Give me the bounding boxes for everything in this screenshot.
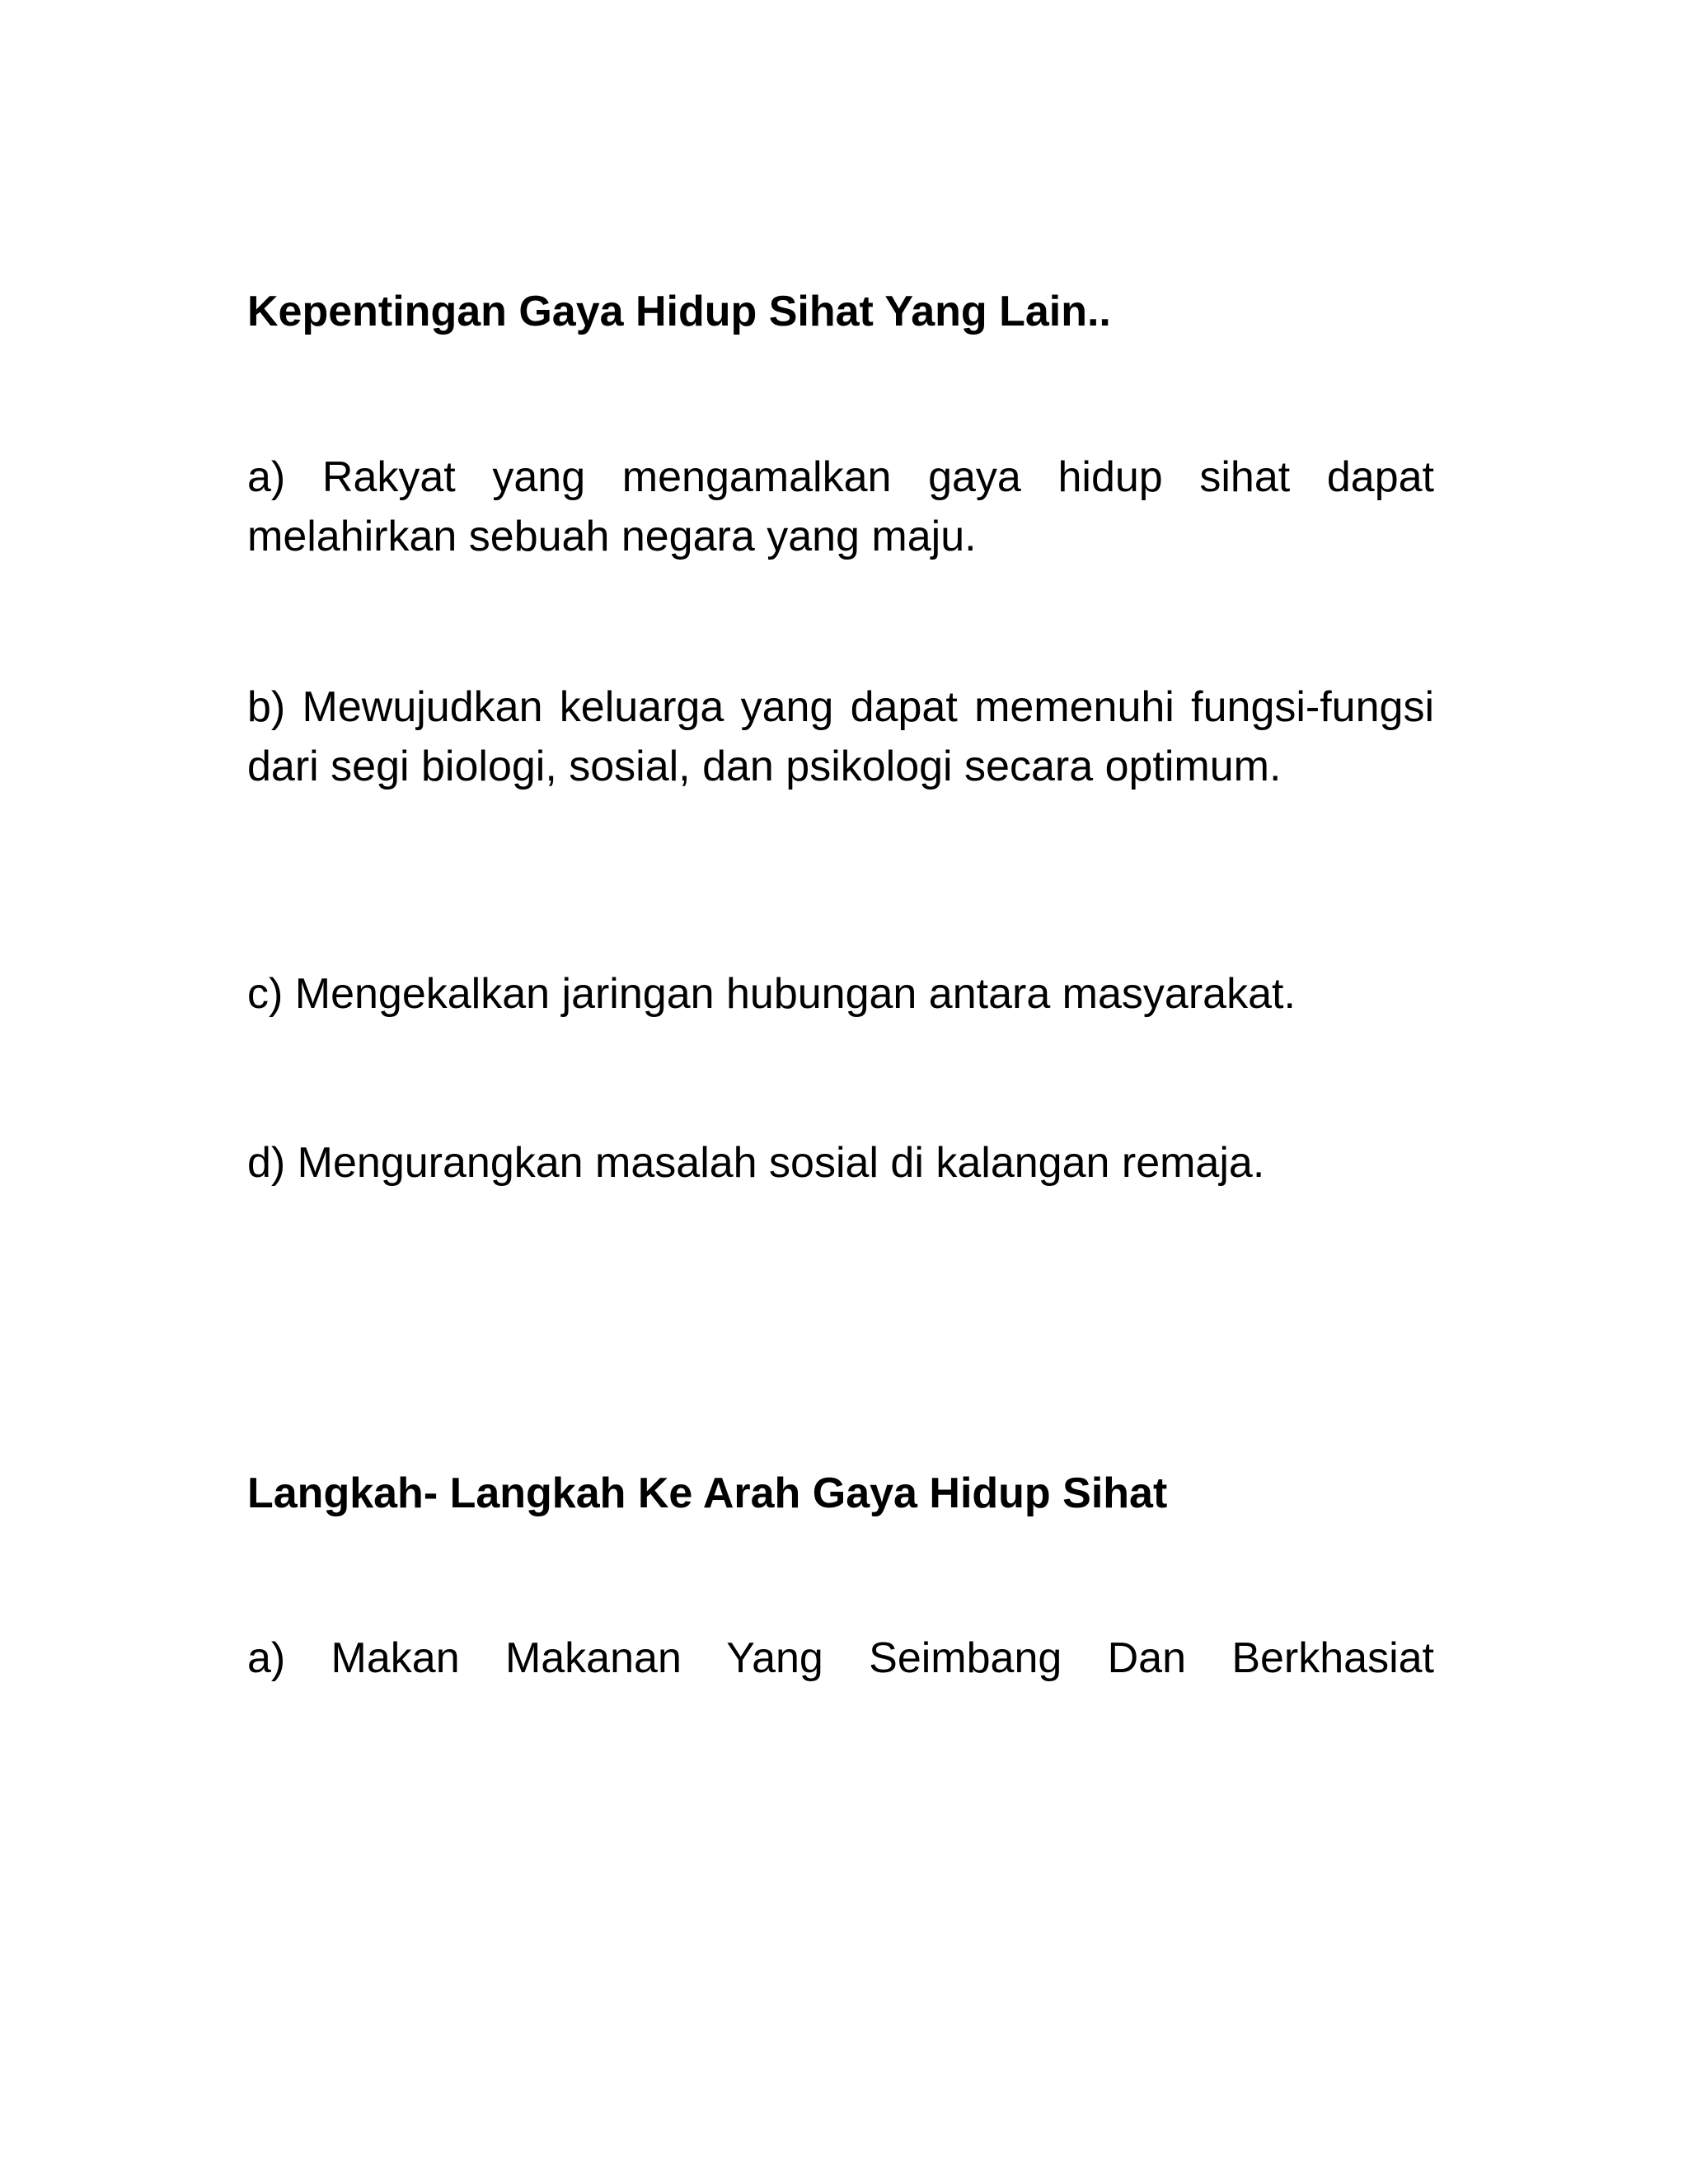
- list-item-b: b) Mewujudkan keluarga yang dapat memenuhi fungsi-fungsi dari segi biologi, sosial, dan psikologi secara optimum.: [247, 683, 1434, 790]
- section-heading-kepentingan: Kepentingan Gaya Hidup Sihat Yang Lain..: [247, 288, 1111, 335]
- list-item-d: d) Mengurangkan masalah sosial di kalangan remaja.: [247, 1139, 1265, 1187]
- list-item-a: a) Rakyat yang mengamalkan gaya hidup sihat dapat melahirkan sebuah negara yang maju.: [247, 453, 1434, 560]
- list-item-step-a: a) Makan Makanan Yang Seimbang Dan Berkhasiat: [247, 1634, 1434, 1682]
- section-heading-langkah: Langkah- Langkah Ke Arah Gaya Hidup Sihat: [247, 1469, 1168, 1517]
- list-item-c: c) Mengekalkan jaringan hubungan antara masyarakat.: [247, 970, 1296, 1018]
